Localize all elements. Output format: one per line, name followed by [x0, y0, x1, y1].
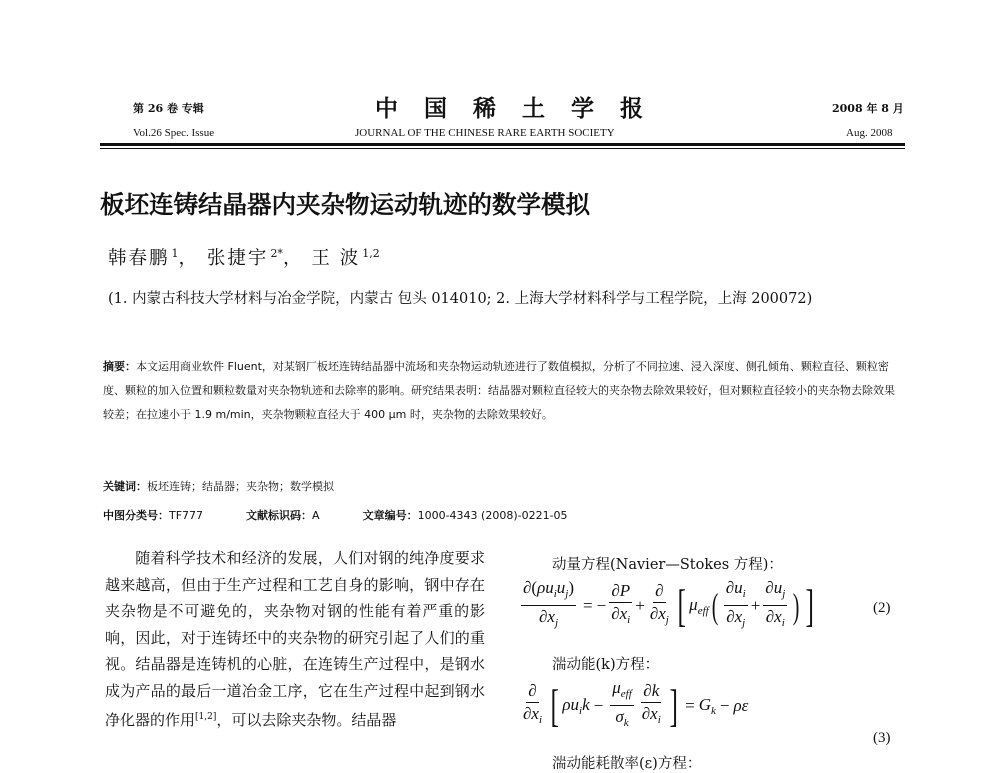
article-no: 1000-4343 (2008)-0221-05: [417, 509, 568, 522]
header-rule-thick: [100, 143, 905, 146]
volume-zh: 第 26 卷 专辑: [133, 102, 204, 115]
k-equation: $\frac{\partial}{\partial x_i}$ [ $\rho u_ik$ − $\frac{\mu_{eff}}{\sigma_k}$ $\frac{\partial k}{\partial x_i}$ ] = $G_k$ − ρε: [523, 678, 749, 731]
author-affil-mark: 1,2: [362, 246, 380, 260]
equation-number: (3): [873, 730, 891, 746]
momentum-eq-label: 动量方程(Navier—Stokes 方程)：: [552, 557, 783, 573]
abstract-label: 摘要：: [103, 360, 136, 373]
doc-code-label: 文献标识码：: [246, 509, 313, 522]
clc-label: 中图分类号：: [103, 509, 169, 522]
journal-title-zh: 中国稀土学报: [375, 95, 669, 122]
doc-code: A: [312, 509, 320, 522]
article-no-label: 文章编号：: [362, 509, 418, 522]
author-separator: ，: [282, 248, 304, 269]
abstract: [103, 355, 903, 427]
keywords: 板坯连铸；结晶器；夹杂物；数学模拟: [147, 480, 334, 493]
keywords-label: 关键词：: [103, 480, 147, 493]
intro-text: 随着科学技术和经济的发展，人们对钢的纯净度要求越来越高，但由于生产过程和工艺自身的影响，钢中存在夹杂物是不可避免的，夹杂物对钢的性能有着严重的影响，因此，对于连铸坯中的夹杂物的研究引起了人们的重视。结晶器是连铸机的心脏，在连铸生产过程中，是钢水成为产品的最后一道冶金工序，它在生产过程中起到钢水净化器的作用: [105, 549, 485, 729]
journal-title-en: JOURNAL OF THE CHINESE RARE EARTH SOCIETY: [355, 127, 615, 139]
author-name: 张捷宇: [206, 248, 269, 269]
classification-line: [103, 507, 568, 523]
abstract-text: 本文运用商业软件 Fluent，对某钢厂板坯连铸结晶器中流场和夹杂物运动轨迹进行了数值模拟，分析了不同拉速、浸入深度、侧孔倾角、颗粒直径、颗粒密度、颗粒的加入位置和颗粒数量对夹杂物轨迹和去除率的影响。研究结果表明：结晶器对颗粒直径较大的夹杂物去除效果较好，但对颗粒直径较小的夹杂物去除效果较差；在拉速小于 1.9 m/min，夹杂物颗粒直径大于 400 μm 时，夹杂物的去除效果较好。: [103, 360, 895, 421]
affiliations: (1. 内蒙古科技大学材料与冶金学院，内蒙古 包头 014010; 2. 上海大学材料科学与工程学院，上海 200072): [108, 291, 813, 307]
header-rule-thin: [100, 148, 905, 149]
author-affil-mark: 2*: [270, 246, 283, 260]
k-eq-label: 湍动能(k)方程：: [552, 657, 660, 673]
epsilon-eq-label: 湍动能耗散率(ε)方程：: [552, 756, 702, 772]
author-name: 王 波: [311, 248, 361, 269]
author-list: [108, 244, 380, 270]
intro-paragraph: [105, 545, 485, 734]
date-zh: 2008 年 8 月: [832, 102, 904, 115]
author-affil-mark: 1: [171, 246, 179, 260]
author-separator: ，: [178, 248, 200, 269]
keywords-line: [103, 478, 334, 494]
momentum-equation: $\frac{\partial(\rho u_iu_j)}{\partial x_j}$ = − $\frac{\partial P}{\partial x_i}$ + $\frac{\partial}{\partial x_j}$ [ $\mu_{eff}$ ( $\frac{\partial u_i}{\partial x_j}$ + $\frac{\partial u_j}{\partial x_i}$ ) ]: [523, 578, 815, 631]
intro-text-cont: ，可以去除夹杂物。结晶器: [216, 711, 397, 729]
date-en: Aug. 2008: [846, 127, 893, 139]
article-title: 板坯连铸结晶器内夹杂物运动轨迹的数学模拟: [100, 190, 590, 219]
clc-number: TF777: [169, 509, 204, 522]
volume-en: Vol.26 Spec. Issue: [133, 127, 215, 139]
author-name: 韩春鹏: [108, 248, 170, 269]
equation-number: (2): [873, 600, 891, 616]
citation: [1,2]: [195, 712, 217, 722]
